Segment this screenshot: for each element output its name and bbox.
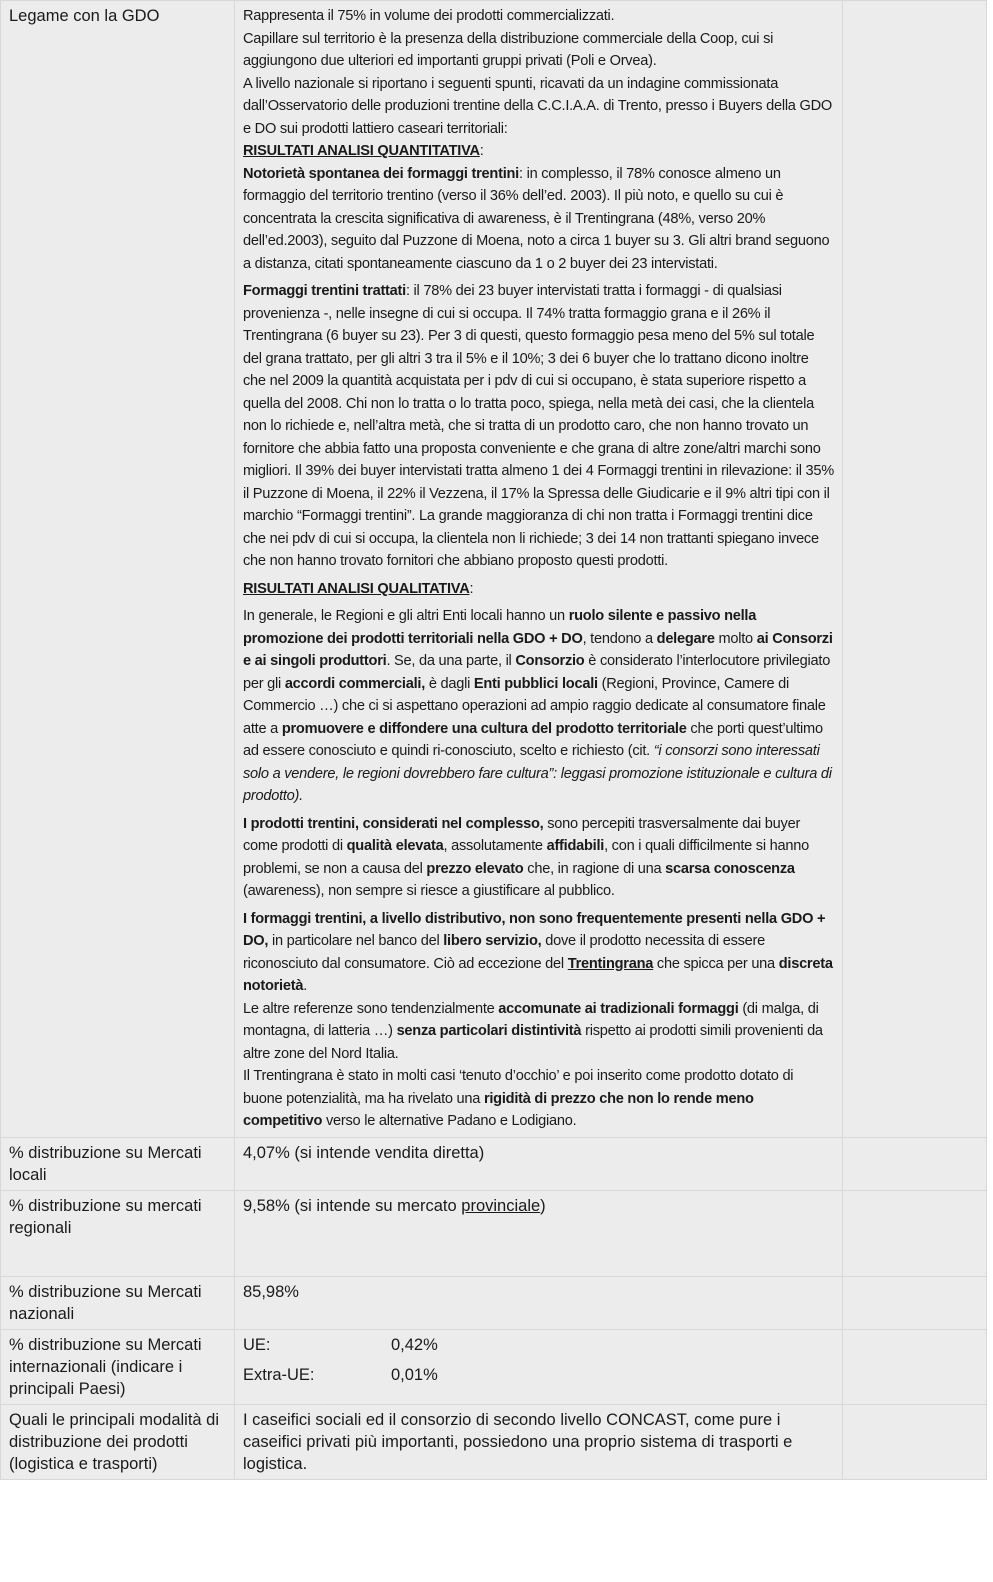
empty-cell	[843, 1329, 987, 1404]
treated-text: : il 78% dei 23 buyer intervistati tratta i formaggi - di qualsiasi provenienza -, nelle insegne di cui si occupa. Il 74% tratta formaggio grana e il 26% il Trentingrana (6 buyer su 23). Per 3 di questi, questo formaggio pesa meno del 5% sul totale del grana trattato, per gli altri 3 tra il 5% e il 10%; 3 dei 6 buyer che lo trattano dicono inoltre che nel 2009 la quantità acquistata per i pdv di cui si occupano, è stata superiore rispetto a quella del 2008. Chi non lo tratta o lo tratta poco, spiega, nella metà dei casi, che la clientela non lo richiede e, nell’altra metà, che si tratta di un prodotto caro, che non hanno trovato un fornitore che abbia fatto una proposta conveniente e che grana di altre zone/altri marchi sono migliori. Il 39% dei buyer intervistati tratta almeno 1 dei 4 Formaggi trentini in rilevazione: il 35% il Puzzone di Moena, il 22% il Vezzena, il 17% la Spressa delle Giudicarie e il 9% altri tipi con il marchio “Formaggi trentini”. La grande maggioranza di chi non tratta i Formaggi trentini dice che nei pdv di cui si occupa, la clientela non li richiede; 3 dei 14 non trattanti spiegano invece che non hanno trovato fornitori che abbiano proposto questi prodotti.	[243, 283, 834, 569]
table-row-local	[1, 1137, 987, 1190]
table-row-regional	[1, 1190, 987, 1276]
regional-value: 9,58% (si intende su mercato provinciale)	[235, 1190, 843, 1276]
empty-cell	[843, 1276, 987, 1329]
extra-ue-value: 0,01%	[391, 1365, 438, 1384]
empty-cell	[843, 1, 987, 1138]
quantitative-header: RISULTATI ANALISI QUANTITATIVA	[243, 143, 480, 159]
extra-ue-key: Extra-UE:	[243, 1365, 315, 1384]
gdo-intro-2: Capillare sul territorio è la presenza della distribuzione commerciale della Coop, cui si aggiungono due ulteriori ed importanti gruppi privati (Poli e Orvea).	[243, 30, 774, 69]
table-row-logistics	[1, 1404, 987, 1479]
qualitative-paragraph-4: Le altre referenze sono tendenzialmente accomunate ai tradizionali formaggi (di malga, di montagna, di latteria …) senza particolari distintività rispetto ai prodotti simili provenienti da altre zone del Nord Italia.	[243, 1000, 823, 1062]
empty-cell	[843, 1137, 987, 1190]
international-values	[235, 1329, 843, 1404]
row-label-local: % distribuzione su Mercati locali	[1, 1137, 235, 1190]
row-label-gdo: Legame con la GDO	[1, 1, 235, 1138]
ue-key: UE:	[243, 1335, 271, 1354]
notoriety-heading: Notorietà spontanea dei formaggi trentini	[243, 165, 519, 182]
qualitative-paragraph-3: I formaggi trentini, a livello distributivo, non sono frequentemente presenti nella GDO + DO, in particolare nel banco del libero servizio, dove il prodotto necessita di essere riconosciuto dal consumatore. Ciò ad eccezione del Trentingrana che spicca per una discreta notorietà.	[243, 910, 833, 994]
row-label-regional: % distribuzione su mercati regionali	[1, 1190, 235, 1276]
logistics-value: I caseifici sociali ed il consorzio di secondo livello CONCAST, come pure i caseifici privati più importanti, possiedono una proprio sistema di trasporti e logistica.	[235, 1404, 843, 1479]
qualitative-paragraph-5: Il Trentingrana è stato in molti casi ‘tenuto d’occhio’ e poi inserito come prodotto dotato di buone potenzialità, ma ha rivelato una rigidità di prezzo che non lo rende meno competitivo verso le alternative Padano e Lodigiano.	[243, 1068, 794, 1129]
gdo-intro-1: Rappresenta il 75% in volume dei prodotti commercializzati.	[243, 8, 615, 24]
notoriety-text: : in complesso, il 78% conosce almeno un formaggio del territorio trentino (verso il 36% dell’ed. 2003). Il più noto, e quello su cui è concentrata la crescita significativa di awareness, è il Trentingrana (48%, verso 20% dell’ed.2003), seguito dal Puzzone di Moena, noto a circa 1 buyer su 3. Gli altri brand seguono a distanza, citati spontaneamente ciascuno da 1 o 2 buyer dei 23 intervistati.	[243, 165, 830, 272]
table-row-gdo	[1, 1, 987, 1138]
empty-cell	[843, 1404, 987, 1479]
national-value: 85,98%	[235, 1276, 843, 1329]
row-label-international: % distribuzione su Mercati internazionali (indicare i principali Paesi)	[1, 1329, 235, 1404]
row-label-national: % distribuzione su Mercati nazionali	[1, 1276, 235, 1329]
gdo-intro-3: A livello nazionale si riportano i seguenti spunti, ricavati da un indagine commissionata dall’Osservatorio delle produzioni trentine della C.C.I.A.A. di Trento, presso i Buyers della GDO e DO sui prodotti lattiero caseari territoriali:	[243, 75, 832, 137]
table-row-international	[1, 1329, 987, 1404]
qualitative-paragraph-1: In generale, le Regioni e gli altri Enti locali hanno un ruolo silente e passivo nella promozione dei prodotti territoriali nella GDO + DO, tendono a delegare molto ai Consorzi e ai singoli produttori. Se, da una parte, il Consorzio è considerato l’interlocutore privilegiato per gli accordi commerciali, è dagli Enti pubblici locali (Regioni, Province, Camere di Commercio …) che ci si aspettano operazioni ad ampio raggio dedicate al consumatore finale atte a promuovere e diffondere una cultura del prodotto territoriale che porti quest’ultimo ad essere conosciuto e quindi ri-conosciuto, scelto e richiesto (cit. “i consorzi sono interessati solo a vendere, le regioni dovrebbero fare cultura”: leggasi promozione istituzionale e cultura di prodotto).	[243, 608, 833, 804]
ue-value: 0,42%	[391, 1335, 438, 1354]
table-row-national	[1, 1276, 987, 1329]
gdo-content: Rappresenta il 75% in volume dei prodotti commercializzati. Capillare sul territorio è la presenza della distribuzione commerciale della Coop, cui si aggiungono due ulteriori ed importanti gruppi privati (Poli e Orvea). A livello nazionale si riportano i seguenti spunti, ricavati da un indagine commissionata dall’Osservatorio delle produzioni trentine della C.C.I.A.A. di Trento, presso i Buyers della GDO e DO sui prodotti lattiero caseari territoriali: RISULTATI ANALISI QUANTITATIVA: Notorietà spontanea dei formaggi trentini: in complesso, il 78% conosce almeno un formaggio del territorio trentino (verso il 36% dell’ed. 2003). Il più noto, e quello su cui è concentrata la crescita significativa di awareness, è il Trentingrana (48%, verso 20% dell’ed.2003), seguito dal Puzzone di Moena, noto a circa 1 buyer su 3. Gli altri brand seguono a distanza, citati spontaneamente ciascuno da 1 o 2 buyer dei 23 intervistati. Formaggi trentini trattati: il 78% dei 23 buyer intervistati tratta i formaggi - di qualsiasi provenienza -, nelle insegne di cui si occupa. Il 74% tratta formaggio grana e il 26% il Trentingrana (6 buyer su 23). Per 3 di questi, questo formaggio pesa meno del 5% sul totale del grana trattato, per gli altri 3 tra il 5% e il 10%; 3 dei 6 buyer che lo trattano dicono inoltre che nel 2009 la quantità acquistata per i pdv di cui si occupano, è stata superiore rispetto a quella del 2008. Chi non lo tratta o lo tratta poco, spiega, nella metà dei casi, che la clientela non lo richiede e, nell’altra metà, che si tratta di un prodotto caro, che non hanno trovato un fornitore che abbia fatto una proposta conveniente e che grana di altre zone/altri marchi sono migliori. Il 39% dei buyer intervistati tratta almeno 1 dei 4 Formaggi trentini in rilevazione: il 35% il Puzzone di Moena, il 22% il Vezzena, il 17% la Spressa delle Giudicarie e il 9% altri tipi con il marchio “Formaggi trentini”. La grande maggioranza di chi non tratta i Formaggi trentini dice che nei pdv di cui si occupa, la clientela non li richiede; 3 dei 14 non trattanti spiegano invece che non hanno trovato fornitori che abbiano proposto questi prodotti. RISULTATI ANALISI QUALITATIVA: In generale, le Regioni e gli altri Enti locali hanno un ruolo silente e passivo nella promozione dei prodotti territoriali nella GDO + DO, tendono a delegare molto ai Consorzi e ai singoli produttori. Se, da una parte, il Consorzio è considerato l’interlocutore privilegiato per gli accordi commerciali, è dagli Enti pubblici locali (Regioni, Province, Camere di Commercio …) che ci si aspettano operazioni ad ampio raggio dedicate al consumatore finale atte a promuovere e diffondere una cultura del prodotto territoriale che porti quest’ultimo ad essere conosciuto e quindi ri-conosciuto, scelto e richiesto (cit. “i consorzi sono interessati solo a vendere, le regioni dovrebbero fare cultura”: leggasi promozione istituzionale e cultura di prodotto). I prodotti trentini, considerati nel complesso, sono percepiti trasversalmente dai buyer come prodotti di qualità elevata, assolutamente affidabili, con i quali difficilmente si hanno problemi, se non a causa del prezzo elevato che, in ragione di una scarsa conoscenza (awareness), non sempre si riesce a giustificare al pubblico. I formaggi trentini, a livello distributivo, non sono frequentemente presenti nella GDO + DO, in particolare nel banco del libero servizio, dove il prodotto necessita di essere riconosciuto dal consumatore. Ciò ad eccezione del Trentingrana che spicca per una discreta notorietà. Le altre referenze sono tendenzialmente accomunate ai tradizionali formaggi (di malga, di montagna, di latteria …) senza particolari distintività rispetto ai prodotti simili provenienti da altre zone del Nord Italia. Il Trentingrana è stato in molti casi ‘tenuto d’occhio’ e poi inserito come prodotto dotato di buone potenzialità, ma ha rivelato una rigidità di prezzo che non lo rende meno competitivo verso le alternative Padano e Lodigiano.	[235, 1, 843, 1138]
row-label-logistics: Quali le principali modalità di distribuzione dei prodotti (logistica e trasporti)	[1, 1404, 235, 1479]
local-value: 4,07% (si intende vendita diretta)	[235, 1137, 843, 1190]
treated-heading: Formaggi trentini trattati	[243, 283, 406, 299]
qualitative-header: RISULTATI ANALISI QUALITATIVA	[243, 580, 470, 597]
qualitative-paragraph-2: I prodotti trentini, considerati nel complesso, sono percepiti trasversalmente dai buyer come prodotti di qualità elevata, assolutamente affidabili, con i quali difficilmente si hanno problemi, se non a causa del prezzo elevato che, in ragione di una scarsa conoscenza (awareness), non sempre si riesce a giustificare al pubblico.	[243, 815, 809, 899]
empty-cell	[843, 1190, 987, 1276]
